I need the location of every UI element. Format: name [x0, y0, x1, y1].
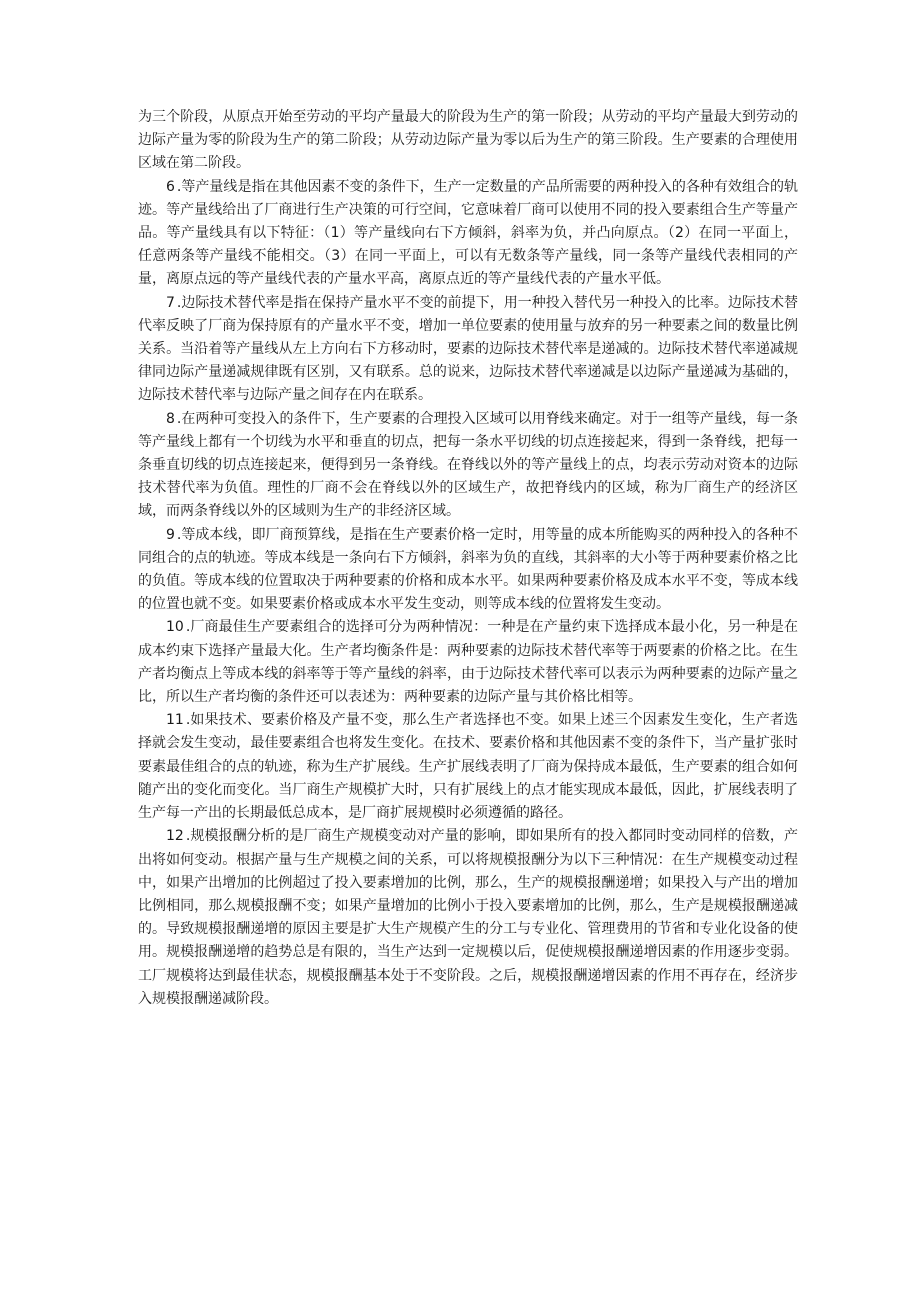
paragraph-10 — [138, 616, 798, 709]
paragraph-continuation — [138, 106, 798, 176]
paragraph-7 — [138, 292, 798, 408]
paragraph-text: 为三个阶段，从原点开始至劳动的平均产量最大的阶段为生产的第一阶段；从劳动的平均产量最大到劳动的边际产量为零的阶段为生产的第二阶段；从劳动边际产量为零以后为生产的第三阶段。生产要素的合理使用区域在第二阶段。 — [138, 109, 798, 172]
paragraph-6 — [138, 176, 798, 292]
paragraph-text: .边际技术替代率是指在保持产量水平不变的前提下，用一种投入替代另一种投入的比率。边际技术替代率反映了厂商为保持原有的产量水平不变，增加一单位要素的使用量与放弃的另一种要素之间的数量比例关系。当沿着等产量线从左上方向右下方移动时，要素的边际技术替代率是递减的。边际技术替代率递减规律同边际产量递减规律既有区别，又有联系。总的说来，边际技术替代率递减是以边际产量递减为基础的，边际技术替代率与边际产量之间存在内在联系。 — [138, 294, 798, 404]
document-page — [138, 106, 798, 1011]
paragraph-text: .等成本线，即厂商预算线，是指在生产要素价格一定时，用等量的成本所能购买的两种投入的各种不同组合的点的轨迹。等成本线是一条向右下方倾斜，斜率为负的直线，其斜率的大小等于两种要素价格之比的负值。等成本线的位置取决于两种要素的价格和成本水平。如果两种要素价格及成本水平不变，等成本线的位置也就不变。如果要素价格或成本水平发生变动，则等成本线的位置将发生变动。 — [138, 526, 798, 613]
paragraph-text: .等产量线是指在其他因素不变的条件下，生产一定数量的产品所需要的两种投入的各种有效组合的轨迹。等产量线给出了厂商进行生产决策的可行空间，它意味着厂商可以使用不同的投入要素组合生产等量产品。等产量线具有以下特征：（1）等产量线向右下方倾斜，斜率为负，并凸向原点。（2）在同一平面上，任意两条等产量线不能相交。（3）在同一平面上，可以有无数条等产量线，同一条等产量线代表相同的产量，离原点远的等产量线代表的产量水平高，离原点近的等产量线代表的产量水平低。 — [138, 178, 798, 288]
paragraph-11 — [138, 709, 798, 825]
paragraph-text: .在两种可变投入的条件下，生产要素的合理投入区域可以用脊线来确定。对于一组等产量线，每一条等产量线上都有一个切线为水平和垂直的切点，把每一条水平切线的切点连接起来，得到一条脊线，把每一条垂直切线的切点连接起来，便得到另一条脊线。在脊线以外的等产量线上的点，均表示劳动对资本的边际技术替代率为负值。理性的厂商不会在脊线以外的区域生产，故把脊线内的区域，称为厂商生产的经济区域，而两条脊线以外的区域则为生产的非经济区域。 — [138, 410, 798, 520]
paragraph-number: 10 — [166, 619, 184, 636]
paragraph-number: 8 — [166, 410, 175, 427]
paragraph-number: 7 — [166, 294, 175, 311]
paragraph-12 — [138, 825, 798, 1011]
paragraph-text: .厂商最佳生产要素组合的选择可分为两种情况：一种是在产量约束下选择成本最小化，另一种是在成本约束下选择产量最大化。生产者均衡条件是：两种要素的边际技术替代率等于两要素的价格之比。在生产者均衡点上等成本线的斜率等于等产量线的斜率，由于边际技术替代率可以表示为两种要素的边际产量之比，所以生产者均衡的条件还可以表述为：两种要素的边际产量与其价格比相等。 — [138, 619, 798, 706]
paragraph-9 — [138, 524, 798, 617]
paragraph-number: 12 — [166, 828, 184, 845]
paragraph-text: .规模报酬分析的是厂商生产规模变动对产量的影响，即如果所有的投入都同时变动同样的倍数，产出将如何变动。根据产量与生产规模之间的关系，可以将规模报酬分为以下三种情况：在生产规模变动过程中，如果产出增加的比例超过了投入要素增加的比例，那么，生产的规模报酬递增；如果投入与产出的增加比例相同，那么规模报酬不变；如果产量增加的比例小于投入要素增加的比例，那么，生产是规模报酬递减的。导致规模报酬递增的原因主要是扩大生产规模产生的分工与专业化、管理费用的节省和专业化设备的使用。规模报酬递增的趋势总是有限的，当生产达到一定规模以后，促使规模报酬递增因素的作用逐步变弱。工厂规模将达到最佳状态，规模报酬基本处于不变阶段。之后，规模报酬递增因素的作用不再存在，经济步入规模报酬递减阶段。 — [138, 828, 798, 1007]
paragraph-text: .如果技术、要素价格及产量不变，那么生产者选择也不变。如果上述三个因素发生变化，生产者选择就会发生变动，最佳要素组合也将发生变化。在技术、要素价格和其他因素不变的条件下，当产量扩张时要素最佳组合的点的轨迹，称为生产扩展线。生产扩展线表明了厂商为保持成本最低，生产要素的组合如何随产出的变化而变化。当厂商生产规模扩大时，只有扩展线上的点才能实现成本最低，因此，扩展线表明了生产每一产出的长期最低总成本，是厂商扩展规模时必须遵循的路径。 — [138, 712, 798, 822]
paragraph-number: 11 — [166, 712, 184, 729]
paragraph-number: 6 — [166, 178, 175, 195]
paragraph-number: 9 — [166, 526, 175, 543]
paragraph-8 — [138, 408, 798, 524]
